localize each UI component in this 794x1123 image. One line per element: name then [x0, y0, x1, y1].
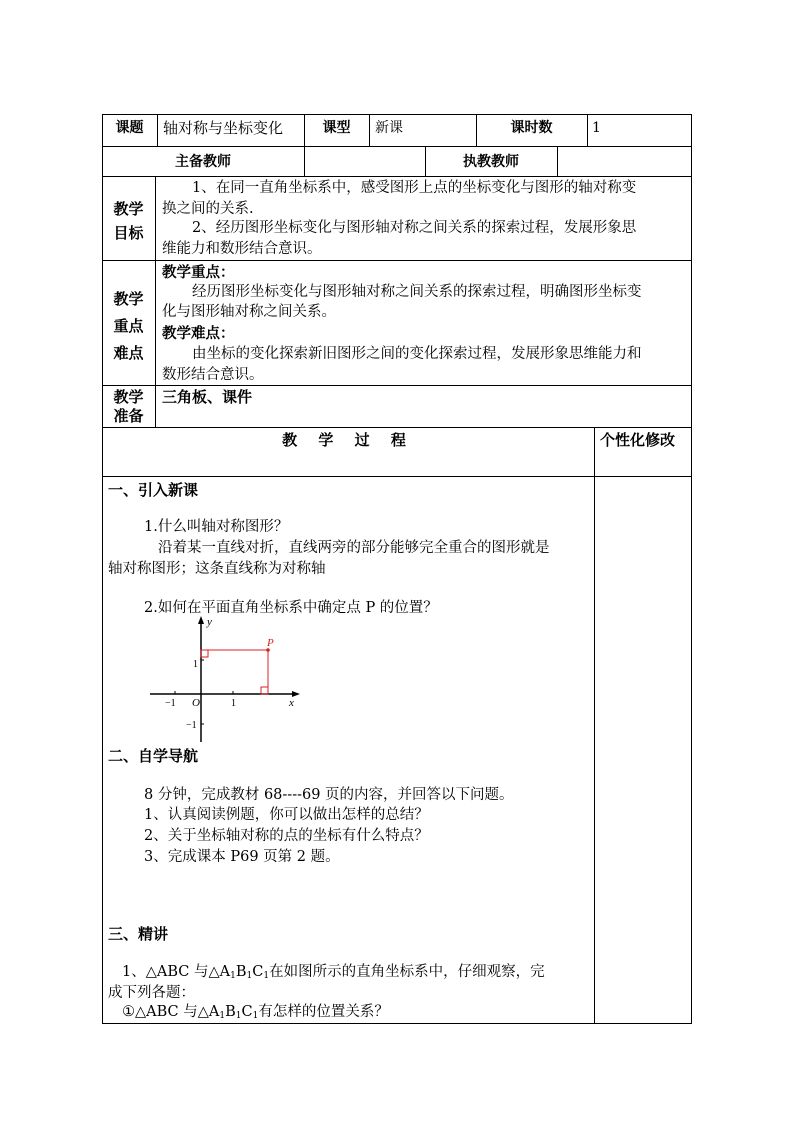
- topic-value: 轴对称与坐标变化: [163, 119, 284, 137]
- right-angle-marker: [201, 650, 208, 657]
- tick-x-neg-label: −1: [165, 698, 176, 709]
- topic-label: 课题: [115, 120, 144, 136]
- col-separator: [587, 114, 588, 146]
- difficulty-title: 教学难点：: [162, 325, 235, 342]
- key-point-text-cont: 化与图形轴对称之间关系。: [162, 304, 336, 320]
- goals-label: 目标: [113, 224, 144, 242]
- col-separator: [157, 114, 158, 146]
- focus-label: 难点: [113, 344, 144, 362]
- answer-1: 沿着某一直线对折，直线两旁的部分能够完全重合的图形就是: [158, 540, 550, 556]
- type-value: 新课: [375, 120, 403, 136]
- goal-1-cont: 换之间的关系.: [162, 201, 254, 217]
- section2-item: 1、认真阅读例题，你可以做出怎样的总结？: [144, 807, 429, 823]
- key-point-title: 教学重点：: [162, 264, 235, 281]
- hours-value: 1: [592, 120, 601, 136]
- focus-label: 重点: [113, 317, 144, 335]
- row-separator: [102, 476, 692, 477]
- point-p-label: P: [267, 637, 274, 649]
- goals-label: 教学: [113, 200, 144, 218]
- y-axis-arrow: [198, 616, 204, 624]
- difficulty-text: 由坐标的变化探索新旧图形之间的变化探索过程，发展形象思维能力和: [192, 346, 642, 362]
- row-separator: [102, 146, 692, 147]
- lead-teacher-label: 主备教师: [175, 154, 231, 170]
- col-separator: [369, 114, 370, 146]
- table-border-left: [102, 114, 103, 1024]
- row-separator: [102, 260, 692, 261]
- section2-item: 3、完成课本 P69 页第 2 题。: [144, 849, 340, 865]
- section3-problem-1a: ①△ABC 与$\triangle A_1B_1C_1$有怎样的位置关系？: [122, 1004, 389, 1021]
- col-separator: [594, 427, 595, 1023]
- section3-problem-1-cont: 成下列各题：: [108, 985, 195, 1001]
- focus-label: 教学: [113, 290, 144, 308]
- section2-intro: 8 分钟，完成教材 68----69 页的内容，并回答以下问题。: [144, 787, 514, 803]
- section1-title: 一、引入新课: [108, 481, 199, 499]
- prep-label: 准备: [113, 407, 144, 425]
- col-separator: [155, 176, 156, 427]
- difficulty-text-cont: 数形结合意识。: [162, 367, 264, 383]
- table-border-right: [691, 114, 692, 1024]
- personal-header: 个性化修改: [600, 431, 676, 449]
- right-angle-marker: [261, 687, 268, 694]
- origin-label: O: [192, 697, 200, 709]
- goal-1: 1、在同一直角坐标系中，感受图形上点的坐标变化与图形的轴对称变: [192, 180, 637, 196]
- table-border-top: [102, 114, 692, 115]
- question-1: 1.什么叫轴对称图形？: [144, 519, 289, 535]
- answer-1-cont: 轴对称图形；这条直线称为对称轴: [108, 561, 326, 577]
- x-axis-label: x: [289, 697, 294, 709]
- tick-y-neg-label: −1: [186, 720, 197, 731]
- coordinate-figure: [148, 614, 308, 744]
- prep-value: 三角板、课件: [162, 388, 253, 406]
- col-separator: [557, 146, 558, 176]
- hours-label: 课时数: [510, 120, 553, 136]
- row-separator: [102, 427, 692, 428]
- question-2: 2.如何在平面直角坐标系中确定点 P 的位置？: [144, 600, 438, 616]
- type-label: 课型: [322, 120, 351, 136]
- tick-x-pos-label: 1: [231, 698, 236, 709]
- section3-problem-1: 1、△ABC 与$\triangle A_1B_1C_1$在如图所示的直角坐标系中，仔细观察，完: [122, 964, 545, 981]
- row-separator: [102, 176, 692, 177]
- section2-item: 2、关于坐标轴对称的点的坐标有什么特点？: [144, 828, 429, 844]
- col-separator: [304, 146, 305, 176]
- section3-title: 三、精讲: [108, 925, 169, 943]
- goal-2-cont: 维能力和数形结合意识。: [162, 241, 322, 257]
- prep-label: 教学: [113, 388, 144, 406]
- tick-y-pos-label: 1: [193, 659, 198, 670]
- section2-title: 二、自学导航: [108, 747, 199, 765]
- y-axis-label: y: [207, 616, 212, 628]
- teaching-teacher-label: 执教教师: [463, 154, 519, 170]
- goal-2: 2、经历图形坐标变化与图形轴对称之间关系的探索过程，发展形象思: [192, 220, 637, 236]
- process-header: 教 学 过 程: [282, 431, 414, 449]
- key-point-text: 经历图形坐标变化与图形轴对称之间关系的探索过程，明确图形坐标变: [192, 284, 642, 300]
